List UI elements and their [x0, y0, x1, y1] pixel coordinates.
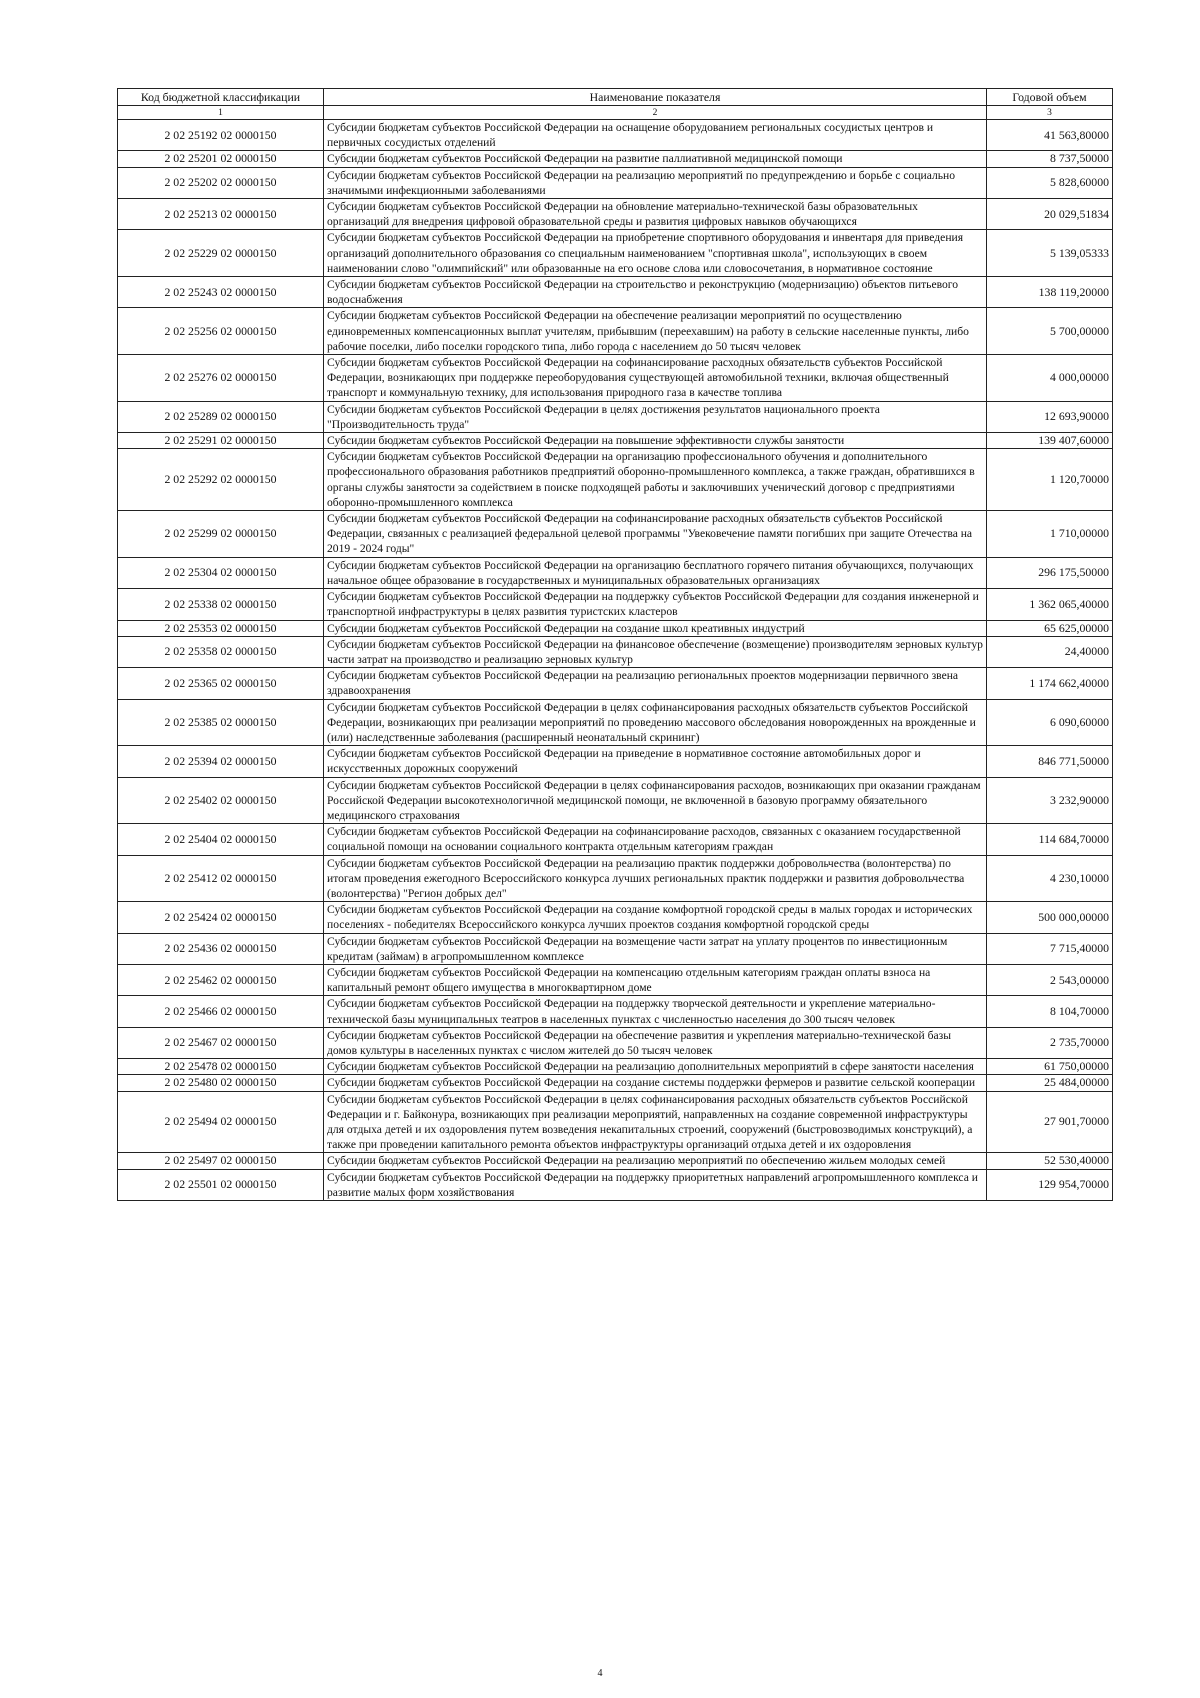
indicator-name-cell: Субсидии бюджетам субъектов Российской Федерации на обеспечение развития и укрепления материально-технической базы домов культуры в населенных пунктах с числом жителей до 50 тысяч человек — [324, 1027, 987, 1058]
budget-code-cell: 2 02 25299 02 0000150 — [118, 511, 324, 558]
indicator-name-cell: Субсидии бюджетам субъектов Российской Федерации на софинансирование расходов, связанных с оказанием государственной социальной помощи на основании социального контракта отдельным категориям граждан — [324, 824, 987, 855]
budget-table — [117, 88, 1113, 1201]
table-row — [118, 668, 1113, 699]
budget-code-cell: 2 02 25201 02 0000150 — [118, 151, 324, 167]
budget-code-cell: 2 02 25462 02 0000150 — [118, 964, 324, 995]
indicator-name-cell: Субсидии бюджетам субъектов Российской Федерации на поддержку приоритетных направлений агропромышленного комплекса и развитие малых форм хозяйствования — [324, 1169, 987, 1200]
annual-volume-cell: 2 543,00000 — [987, 964, 1113, 995]
header-row — [118, 89, 1113, 106]
column-number-code: 1 — [118, 106, 324, 120]
budget-code-cell: 2 02 25213 02 0000150 — [118, 199, 324, 230]
budget-code-cell: 2 02 25436 02 0000150 — [118, 933, 324, 964]
table-row — [118, 120, 1113, 151]
budget-code-cell: 2 02 25466 02 0000150 — [118, 996, 324, 1027]
annual-volume-cell: 138 119,20000 — [987, 277, 1113, 308]
table-row — [118, 699, 1113, 746]
annual-volume-cell: 7 715,40000 — [987, 933, 1113, 964]
indicator-name-cell: Субсидии бюджетам субъектов Российской Федерации в целях достижения результатов национального проекта "Производительность труда" — [324, 401, 987, 432]
column-number-volume: 3 — [987, 106, 1113, 120]
budget-code-cell: 2 02 25338 02 0000150 — [118, 589, 324, 620]
table-header — [118, 89, 1113, 120]
header-volume: Годовой объем — [987, 89, 1113, 106]
annual-volume-cell: 6 090,60000 — [987, 699, 1113, 746]
table-body — [118, 120, 1113, 1201]
indicator-name-cell: Субсидии бюджетам субъектов Российской Федерации на реализацию мероприятий по обеспечению жильем молодых семей — [324, 1153, 987, 1169]
budget-code-cell: 2 02 25229 02 0000150 — [118, 230, 324, 277]
annual-volume-cell: 129 954,70000 — [987, 1169, 1113, 1200]
table-row — [118, 433, 1113, 449]
annual-volume-cell: 52 530,40000 — [987, 1153, 1113, 1169]
indicator-name-cell: Субсидии бюджетам субъектов Российской Федерации на софинансирование расходных обязательств субъектов Российской Федерации, возникающих при поддержке переоборудования существующей автомобильной техники, включая общественный транспорт и коммунальную технику, для использования природного газа в качестве топлива — [324, 355, 987, 402]
header-code: Код бюджетной классификации — [118, 89, 324, 106]
budget-code-cell: 2 02 25480 02 0000150 — [118, 1075, 324, 1091]
annual-volume-cell: 139 407,60000 — [987, 433, 1113, 449]
annual-volume-cell: 25 484,00000 — [987, 1075, 1113, 1091]
budget-code-cell: 2 02 25424 02 0000150 — [118, 902, 324, 933]
indicator-name-cell: Субсидии бюджетам субъектов Российской Федерации на развитие паллиативной медицинской помощи — [324, 151, 987, 167]
table-row — [118, 636, 1113, 667]
indicator-name-cell: Субсидии бюджетам субъектов Российской Федерации на реализацию региональных проектов модернизации первичного звена здравоохранения — [324, 668, 987, 699]
indicator-name-cell: Субсидии бюджетам субъектов Российской Федерации на обновление материально-технической базы образовательных организаций для внедрения цифровой образовательной среды и развития цифровых навыков обучающихся — [324, 199, 987, 230]
indicator-name-cell: Субсидии бюджетам субъектов Российской Федерации на финансовое обеспечение (возмещение) производителям зерновых культур части затрат на производство и реализацию зерновых культур — [324, 636, 987, 667]
indicator-name-cell: Субсидии бюджетам субъектов Российской Федерации на поддержку творческой деятельности и укрепление материально-технической базы муниципальных театров в населенных пунктах с численностью населения до 300 тысяч человек — [324, 996, 987, 1027]
annual-volume-cell: 500 000,00000 — [987, 902, 1113, 933]
table-row — [118, 199, 1113, 230]
table-row — [118, 1091, 1113, 1153]
table-row — [118, 1075, 1113, 1091]
annual-volume-cell: 61 750,00000 — [987, 1059, 1113, 1075]
annual-volume-cell: 5 828,60000 — [987, 167, 1113, 198]
indicator-name-cell: Субсидии бюджетам субъектов Российской Федерации на реализацию практик поддержки добровольчества (волонтерства) по итогам проведения ежегодного Всероссийского конкурса лучших региональных практик поддержки и развития добровольчества (волонтерства) "Регион добрых дел" — [324, 855, 987, 902]
indicator-name-cell: Субсидии бюджетам субъектов Российской Федерации на компенсацию отдельным категориям граждан оплаты взноса на капитальный ремонт общего имущества в многоквартирном доме — [324, 964, 987, 995]
annual-volume-cell: 65 625,00000 — [987, 620, 1113, 636]
table-row — [118, 824, 1113, 855]
table-row — [118, 777, 1113, 824]
table-row — [118, 620, 1113, 636]
annual-volume-cell: 4 230,10000 — [987, 855, 1113, 902]
indicator-name-cell: Субсидии бюджетам субъектов Российской Федерации на реализацию мероприятий по предупреждению и борьбе с социально значимыми инфекционными заболеваниями — [324, 167, 987, 198]
annual-volume-cell: 5 700,00000 — [987, 308, 1113, 355]
budget-code-cell: 2 02 25276 02 0000150 — [118, 355, 324, 402]
table-row — [118, 277, 1113, 308]
table-row — [118, 401, 1113, 432]
annual-volume-cell: 12 693,90000 — [987, 401, 1113, 432]
annual-volume-cell: 296 175,50000 — [987, 557, 1113, 588]
indicator-name-cell: Субсидии бюджетам субъектов Российской Федерации на создание системы поддержки фермеров и развитие сельской кооперации — [324, 1075, 987, 1091]
table-row — [118, 151, 1113, 167]
budget-code-cell: 2 02 25412 02 0000150 — [118, 855, 324, 902]
indicator-name-cell: Субсидии бюджетам субъектов Российской Федерации на создание комфортной городской среды в малых городах и исторических поселениях - победителях Всероссийского конкурса лучших проектов создания комфортной городской среды — [324, 902, 987, 933]
budget-code-cell: 2 02 25385 02 0000150 — [118, 699, 324, 746]
indicator-name-cell: Субсидии бюджетам субъектов Российской Федерации на повышение эффективности службы занятости — [324, 433, 987, 449]
table-row — [118, 996, 1113, 1027]
budget-code-cell: 2 02 25494 02 0000150 — [118, 1091, 324, 1153]
table-row — [118, 1059, 1113, 1075]
table-row — [118, 557, 1113, 588]
budget-code-cell: 2 02 25478 02 0000150 — [118, 1059, 324, 1075]
annual-volume-cell: 1 174 662,40000 — [987, 668, 1113, 699]
indicator-name-cell: Субсидии бюджетам субъектов Российской Федерации на создание школ креативных индустрий — [324, 620, 987, 636]
annual-volume-cell: 27 901,70000 — [987, 1091, 1113, 1153]
annual-volume-cell: 5 139,05333 — [987, 230, 1113, 277]
annual-volume-cell: 8 104,70000 — [987, 996, 1113, 1027]
budget-code-cell: 2 02 25497 02 0000150 — [118, 1153, 324, 1169]
annual-volume-cell: 3 232,90000 — [987, 777, 1113, 824]
indicator-name-cell: Субсидии бюджетам субъектов Российской Федерации на строительство и реконструкцию (модернизацию) объектов питьевого водоснабжения — [324, 277, 987, 308]
indicator-name-cell: Субсидии бюджетам субъектов Российской Федерации на возмещение части затрат на уплату процентов по инвестиционным кредитам (займам) в агропромышленном комплексе — [324, 933, 987, 964]
annual-volume-cell: 24,40000 — [987, 636, 1113, 667]
page-number: 4 — [597, 1668, 603, 1679]
indicator-name-cell: Субсидии бюджетам субъектов Российской Федерации на организацию профессионального обучения и дополнительного профессионального образования работников предприятий оборонно-промышленного комплекса, а также граждан, обратившихся в органы службы занятости за содействием в поиске подходящей работы и заключивших ученический договор с предприятиями оборонно-промышленного комплекса — [324, 449, 987, 511]
indicator-name-cell: Субсидии бюджетам субъектов Российской Федерации на организацию бесплатного горячего питания обучающихся, получающих начальное общее образование в государственных и муниципальных образовательных организациях — [324, 557, 987, 588]
table-row — [118, 355, 1113, 402]
table-row — [118, 746, 1113, 777]
table-row — [118, 902, 1113, 933]
table-row — [118, 308, 1113, 355]
budget-code-cell: 2 02 25304 02 0000150 — [118, 557, 324, 588]
table-row — [118, 1027, 1113, 1058]
budget-code-cell: 2 02 25467 02 0000150 — [118, 1027, 324, 1058]
budget-code-cell: 2 02 25358 02 0000150 — [118, 636, 324, 667]
budget-code-cell: 2 02 25394 02 0000150 — [118, 746, 324, 777]
table-row — [118, 589, 1113, 620]
column-number-name: 2 — [324, 106, 987, 120]
indicator-name-cell: Субсидии бюджетам субъектов Российской Федерации на оснащение оборудованием региональных сосудистых центров и первичных сосудистых отделений — [324, 120, 987, 151]
budget-code-cell: 2 02 25291 02 0000150 — [118, 433, 324, 449]
table-row — [118, 1169, 1113, 1200]
budget-code-cell: 2 02 25501 02 0000150 — [118, 1169, 324, 1200]
budget-code-cell: 2 02 25243 02 0000150 — [118, 277, 324, 308]
annual-volume-cell: 41 563,80000 — [987, 120, 1113, 151]
budget-code-cell: 2 02 25289 02 0000150 — [118, 401, 324, 432]
annual-volume-cell: 2 735,70000 — [987, 1027, 1113, 1058]
budget-code-cell: 2 02 25353 02 0000150 — [118, 620, 324, 636]
budget-code-cell: 2 02 25404 02 0000150 — [118, 824, 324, 855]
indicator-name-cell: Субсидии бюджетам субъектов Российской Федерации на реализацию дополнительных мероприятий в сфере занятости населения — [324, 1059, 987, 1075]
indicator-name-cell: Субсидии бюджетам субъектов Российской Федерации в целях софинансирования расходных обязательств субъектов Российской Федерации, возникающих при реализации мероприятий по проведению массового обследования новорожденных на врожденные и (или) наследственные заболевания (расширенный неонатальный скрининг) — [324, 699, 987, 746]
annual-volume-cell: 20 029,51834 — [987, 199, 1113, 230]
table-row — [118, 933, 1113, 964]
annual-volume-cell: 114 684,70000 — [987, 824, 1113, 855]
table-row — [118, 511, 1113, 558]
budget-code-cell: 2 02 25202 02 0000150 — [118, 167, 324, 198]
table-row — [118, 1153, 1113, 1169]
header-name: Наименование показателя — [324, 89, 987, 106]
indicator-name-cell: Субсидии бюджетам субъектов Российской Федерации в целях софинансирования расходов, возникающих при оказании гражданам Российской Федерации высокотехнологичной медицинской помощи, не включенной в базовую программу обязательного медицинского страхования — [324, 777, 987, 824]
table-row — [118, 964, 1113, 995]
indicator-name-cell: Субсидии бюджетам субъектов Российской Федерации на приведение в нормативное состояние автомобильных дорог и искусственных дорожных сооружений — [324, 746, 987, 777]
budget-code-cell: 2 02 25256 02 0000150 — [118, 308, 324, 355]
table-row — [118, 230, 1113, 277]
indicator-name-cell: Субсидии бюджетам субъектов Российской Федерации на приобретение спортивного оборудования и инвентаря для приведения организаций дополнительного образования со специальным наименованием "спортивная школа", использующих в своем наименовании слово "олимпийский" или образованные на его основе слова или словосочетания, в нормативное состояние — [324, 230, 987, 277]
table-row — [118, 167, 1113, 198]
document-page — [117, 88, 1112, 1201]
table-row — [118, 855, 1113, 902]
column-number-row — [118, 106, 1113, 120]
indicator-name-cell: Субсидии бюджетам субъектов Российской Федерации на поддержку субъектов Российской Федерации для создания инженерной и транспортной инфраструктуры в целях развития туристских кластеров — [324, 589, 987, 620]
budget-code-cell: 2 02 25365 02 0000150 — [118, 668, 324, 699]
annual-volume-cell: 846 771,50000 — [987, 746, 1113, 777]
annual-volume-cell: 8 737,50000 — [987, 151, 1113, 167]
indicator-name-cell: Субсидии бюджетам субъектов Российской Федерации в целях софинансирования расходных обязательств субъектов Российской Федерации и г. Байконура, возникающих при реализации мероприятий, направленных на создание современной инфраструктуры для отдыха детей и их оздоровления путем возведения некапитальных строений, сооружений (быстровозводимых конструкций), а также при проведении капитального ремонта объектов инфраструктуры организаций отдыха детей и их оздоровления — [324, 1091, 987, 1153]
indicator-name-cell: Субсидии бюджетам субъектов Российской Федерации на обеспечение реализации мероприятий по осуществлению единовременных компенсационных выплат учителям, прибывшим (переехавшим) на работу в сельские населенные пункты, либо рабочие поселки, либо поселки городского типа, либо города с населением до 50 тысяч человек — [324, 308, 987, 355]
annual-volume-cell: 1 120,70000 — [987, 449, 1113, 511]
annual-volume-cell: 1 710,00000 — [987, 511, 1113, 558]
budget-code-cell: 2 02 25402 02 0000150 — [118, 777, 324, 824]
indicator-name-cell: Субсидии бюджетам субъектов Российской Федерации на софинансирование расходных обязательств субъектов Российской Федерации, связанных с реализацией федеральной целевой программы "Увековечение памяти погибших при защите Отечества на 2019 - 2024 годы" — [324, 511, 987, 558]
annual-volume-cell: 1 362 065,40000 — [987, 589, 1113, 620]
budget-code-cell: 2 02 25192 02 0000150 — [118, 120, 324, 151]
annual-volume-cell: 4 000,00000 — [987, 355, 1113, 402]
budget-code-cell: 2 02 25292 02 0000150 — [118, 449, 324, 511]
table-row — [118, 449, 1113, 511]
